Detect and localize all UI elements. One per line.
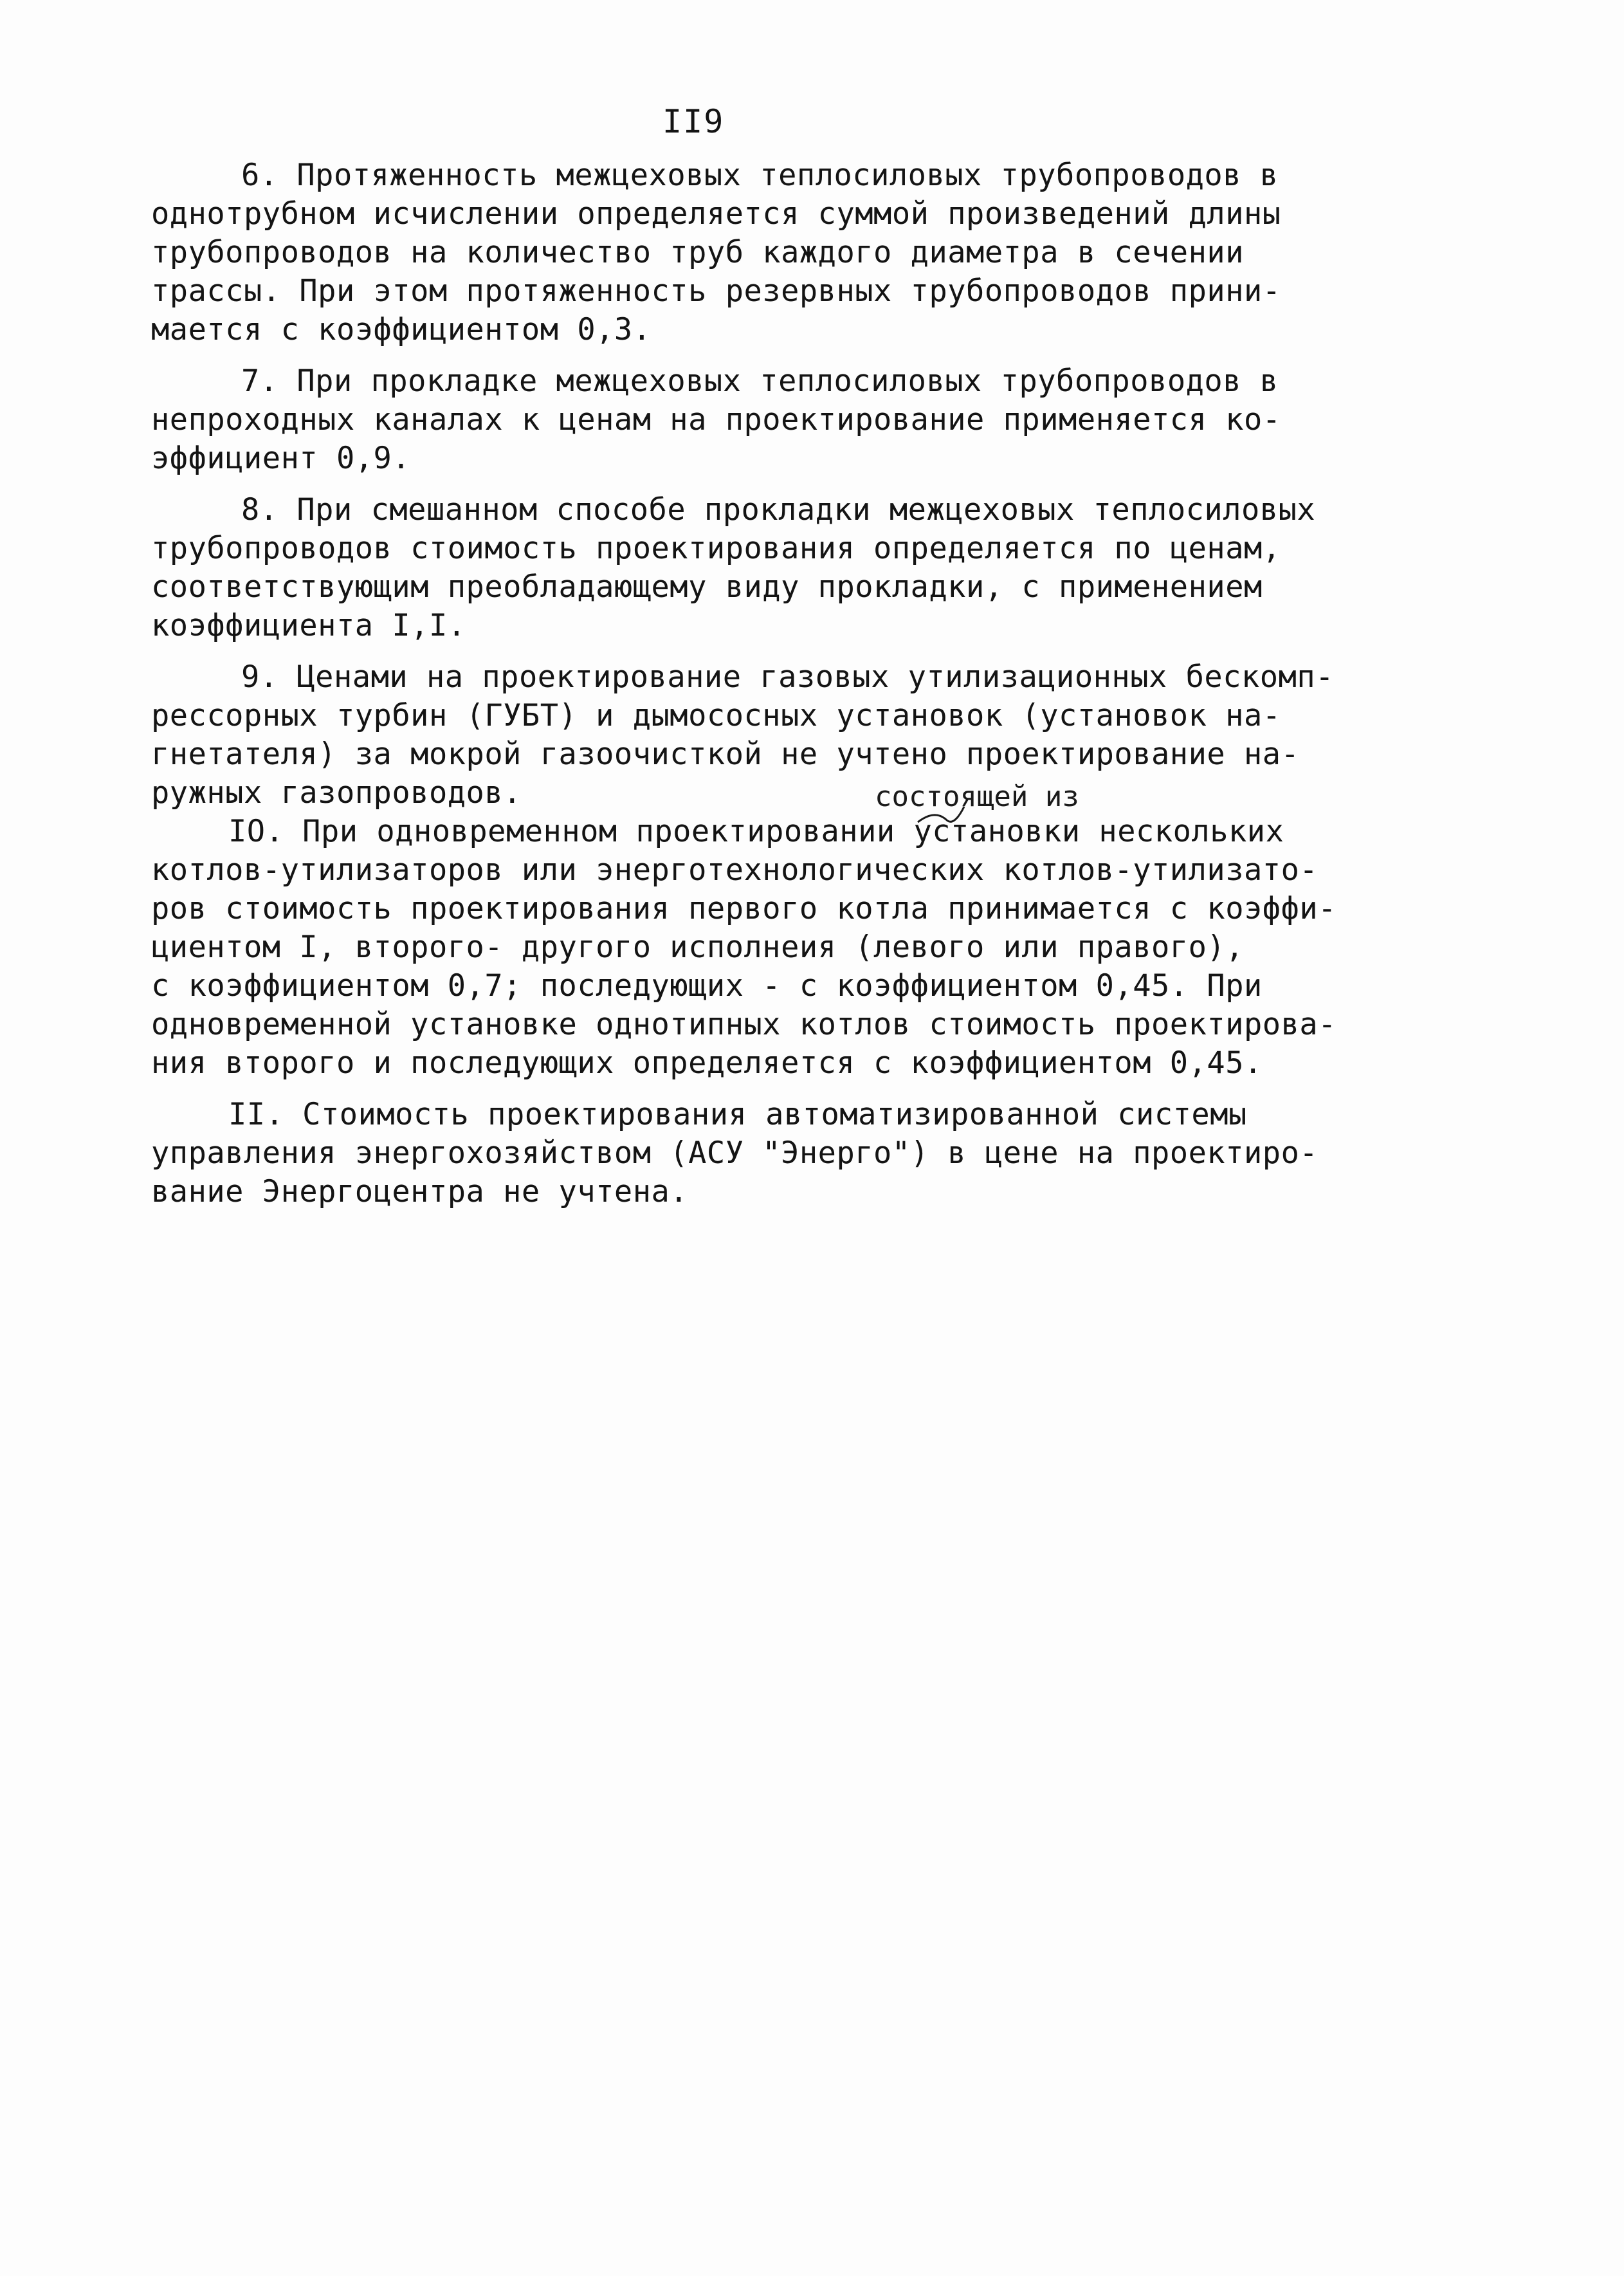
page-number: II9 — [662, 103, 725, 140]
paragraph-line: ружных газопроводов. — [151, 775, 522, 811]
paragraph-line: трубопроводов на количество труб каждого диаметра в сечении — [151, 235, 1244, 270]
paragraph-line: 8. При смешанном способе прокладки межцеховых теплосиловых — [241, 492, 1316, 528]
paragraph-line: 6. Протяженность межцеховых теплосиловых трубопроводов в — [241, 158, 1279, 193]
paragraph-line: эффициент 0,9. — [151, 441, 411, 476]
paragraph-line: с коэффициентом 0,7; последующих - с коэффициентом 0,45. При — [151, 968, 1263, 1004]
paragraph-line: коэффициента I,I. — [151, 608, 466, 643]
paragraph-line: одновременной установке однотипных котлов стоимость проектирова- — [151, 1007, 1337, 1042]
paragraph-line: трассы. При этом протяженность резервных трубопроводов прини- — [151, 273, 1281, 309]
paragraph-line: ния второго и последующих определяется с коэффициентом 0,45. — [151, 1045, 1263, 1081]
paragraph-line: вание Энергоцентра не учтена. — [151, 1174, 689, 1209]
paragraph-line: 7. При прокладке межцеховых теплосиловых трубопроводов в — [241, 363, 1279, 399]
paragraph-line: рессорных турбин (ГУБТ) и дымососных установок (установок на- — [151, 698, 1281, 733]
paragraph-line: циентом I, второго- другого исполнеия (левого или правого), — [151, 930, 1244, 965]
paragraph-line: II. Стоимость проектирования автоматизированной системы — [228, 1097, 1247, 1132]
handwritten-insertion: состоящей из — [875, 780, 1079, 813]
paragraph-line: ров стоимость проектирования первого котла принимается с коэффи- — [151, 891, 1337, 926]
paragraph-line: котлов-утилизаторов или энерготехнологических котлов-утилизато- — [151, 852, 1318, 888]
paragraph-line: однотрубном исчислении определяется суммой произведений длины — [151, 196, 1281, 232]
paragraph-line: мается с коэффициентом 0,3. — [151, 312, 652, 347]
paragraph-line: гнетателя) за мокрой газоочисткой не учтено проектирование на- — [151, 737, 1300, 772]
paragraph-line: трубопроводов стоимость проектирования определяется по ценам, — [151, 531, 1281, 566]
paragraph-line: 9. Ценами на проектирование газовых утилизационных бескомп- — [241, 659, 1334, 695]
paragraph-line: соответствующим преобладающему виду прокладки, с применением — [151, 569, 1263, 605]
paragraph-line: управления энергохозяйством (АСУ "Энерго") в цене на проектиро- — [151, 1135, 1318, 1171]
paragraph-line: непроходных каналах к ценам на проектирование применяется ко- — [151, 402, 1281, 437]
paragraph-line: IО. При одновременном проектировании установки нескольких — [228, 814, 1284, 849]
